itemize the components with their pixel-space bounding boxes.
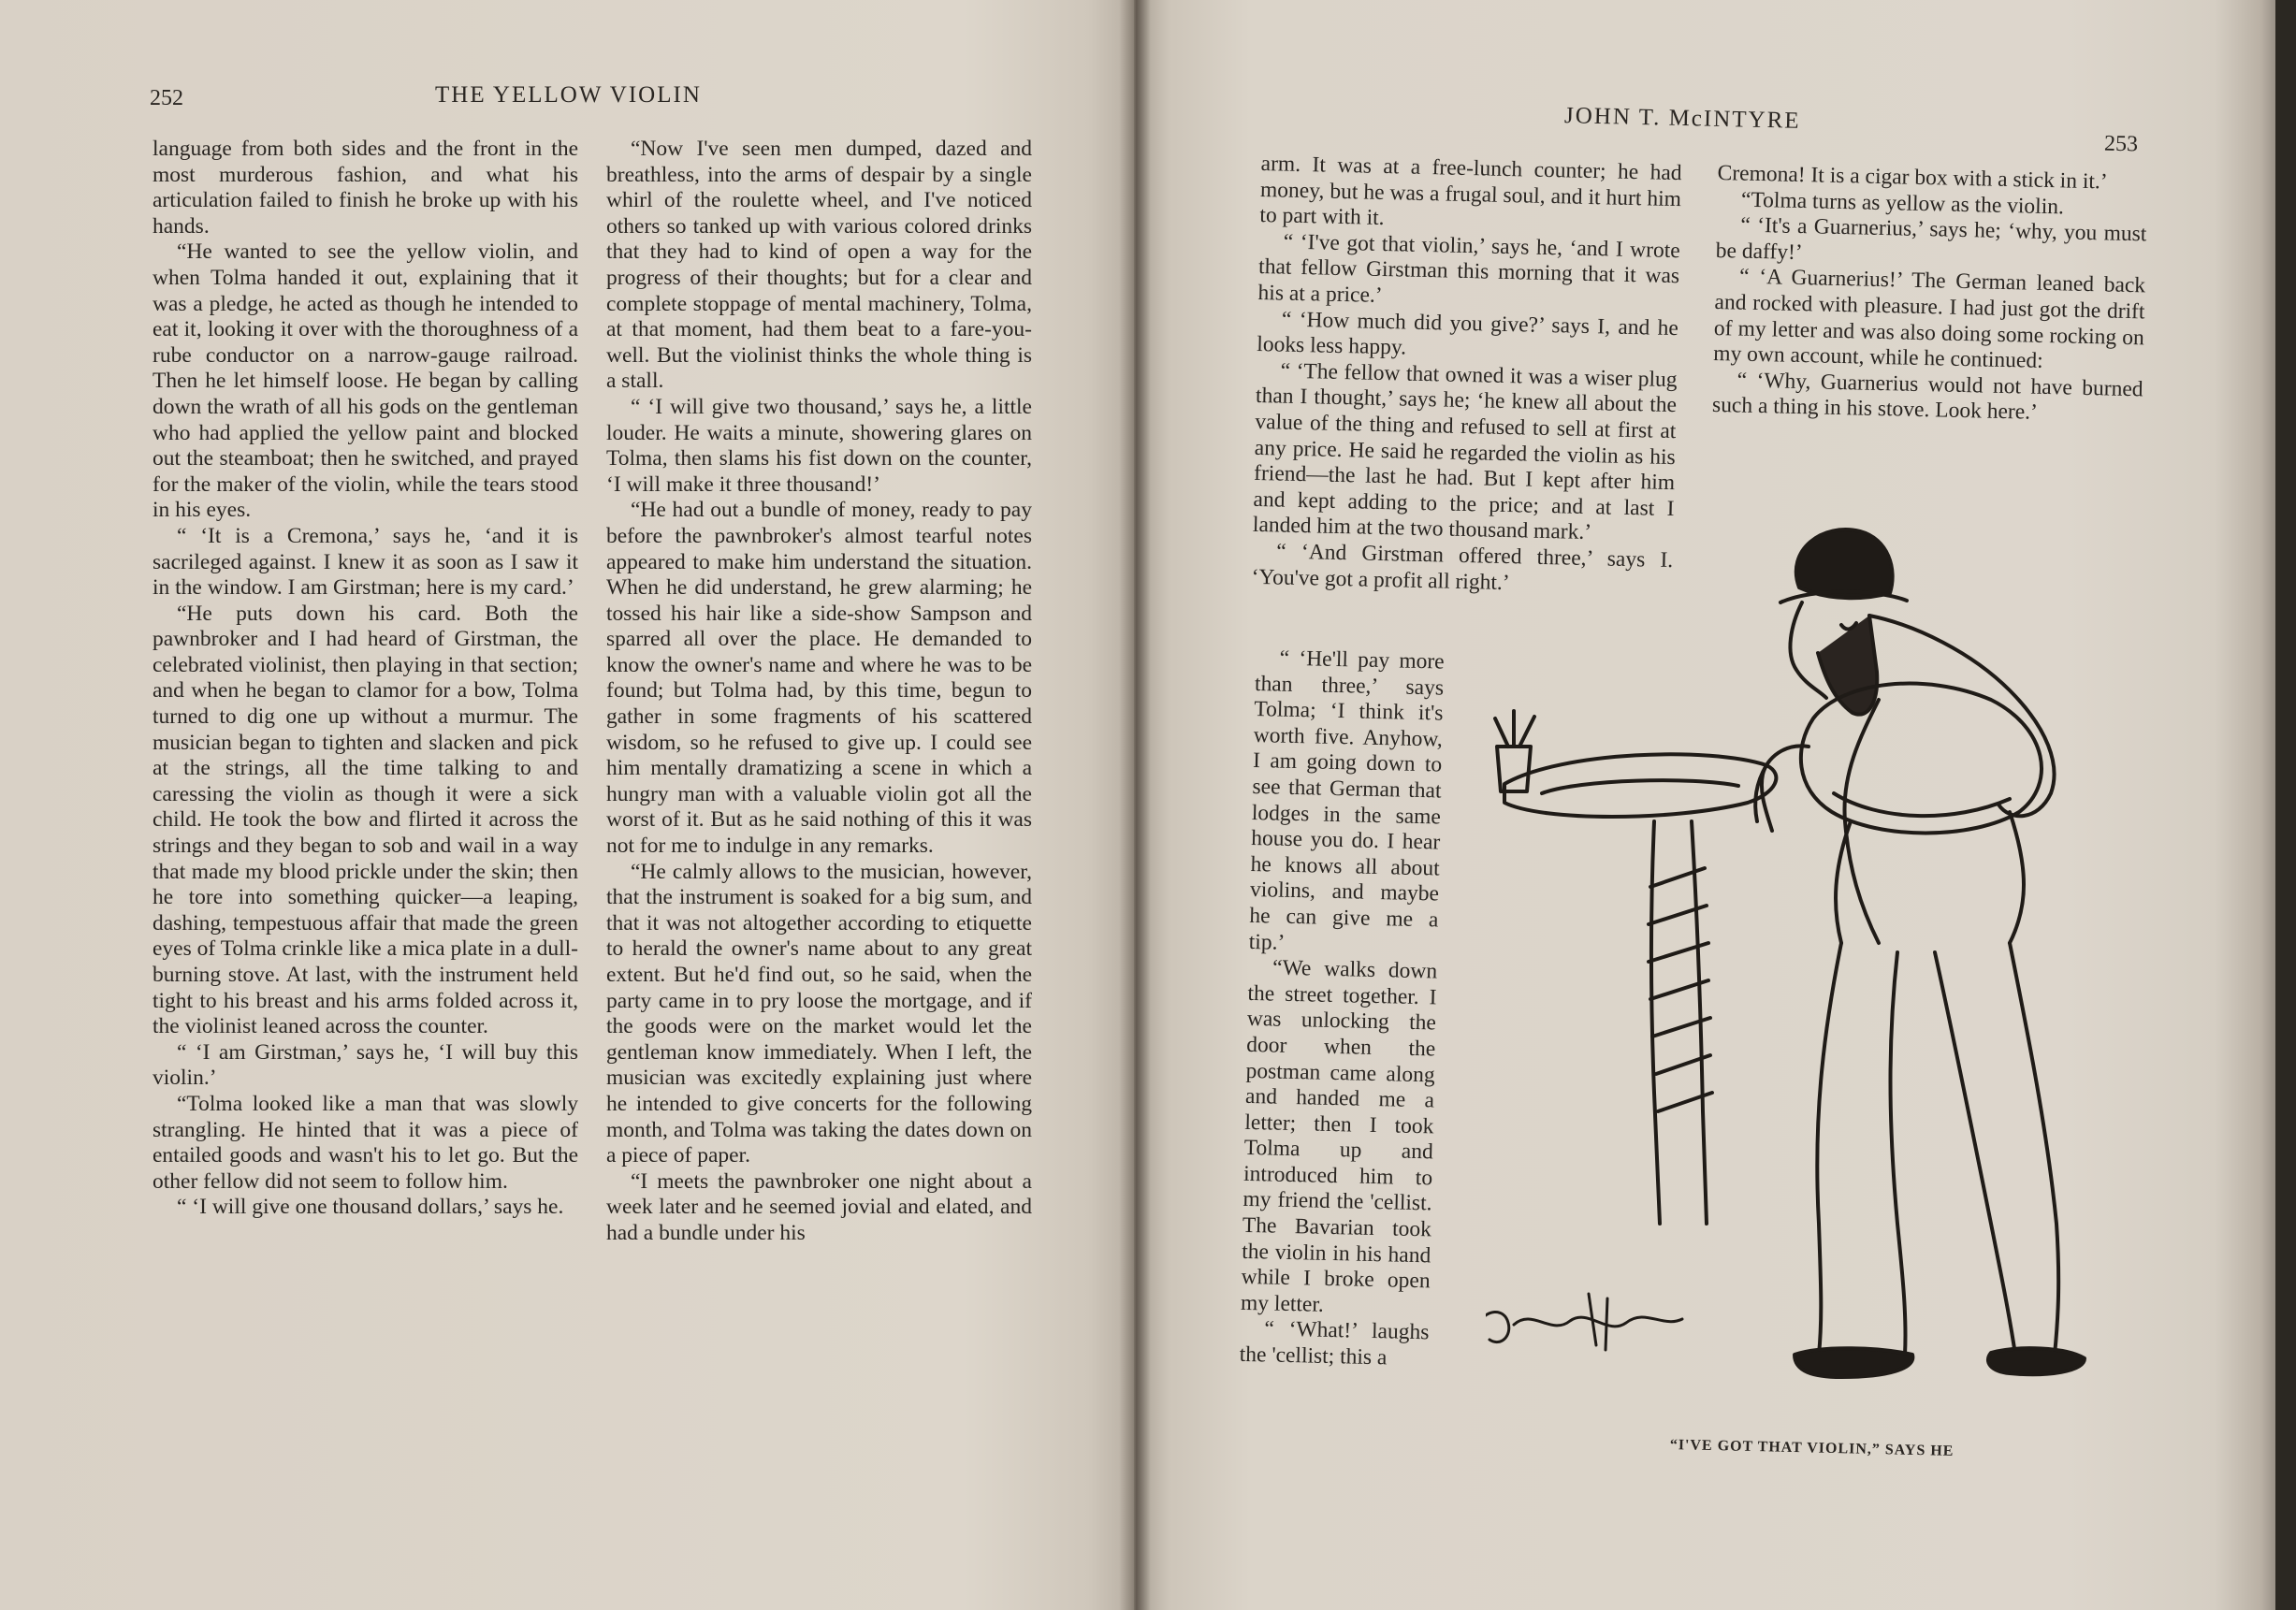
- paragraph: Cremona! It is a cigar box with a stick in it.’: [1717, 161, 2108, 195]
- right-running-head: JOHN T. McINTYRE: [1563, 103, 1801, 134]
- paragraph: “ ‘How much did you give?’ says I, and he looks less happy.: [1257, 307, 1679, 360]
- illustration-man-with-violin: [1486, 513, 2092, 1429]
- paragraph: “He had out a bundle of money, ready to pay before the pawnbroker's almost tearful notes appeared to make him understand the situation. When he did understand, he grew alarming; he tossed his hair like a side-show Sampson and sparred all over the place. He demanded to know the owner's name and where he was to be found; but Tolma had, by this time, begun to gather in some fragments of his scattered wisdom, so he refused to give up. I could see him mentally dramatizing a scene in which a hungry man with a valuable violin got all the worst of it. But as he said nothing of this it was not for me to indulge in any remarks.: [606, 498, 1032, 859]
- right-column-2: [1712, 161, 2148, 428]
- paragraph: “ ‘What!’ laughs the 'cellist; this a: [1239, 1316, 1430, 1371]
- paragraph: “ ‘It is a Cremona,’ says he, ‘and it is sacrileged against. I knew it as soon as I saw it in the window. I am Girstman; here is my card.’: [153, 523, 578, 601]
- paragraph: “ ‘Why, Guarnerius would not have burned such a thing in his stove. Look here.’: [1711, 368, 2143, 426]
- paragraph: “ ‘I've got that violin,’ says he, ‘and I wrote that fellow Girstman this morning that it was his at a price.’: [1257, 229, 1681, 308]
- paragraph: “ ‘And Girstman offered three,’ says I. ‘You've got a profit all right.’: [1251, 539, 1674, 595]
- paragraph: “ ‘I will give two thousand,’ says he, a little louder. He waits a minute, showering glares on Tolma, then slams his fist down on the counter, ‘I will make it three thousand!’: [606, 394, 1032, 497]
- paragraph: “Tolma looked like a man that was slowly strangling. He hinted that it was a piece of entailed goods and wasn't his to let go. But the other fellow did not seem to follow him.: [153, 1091, 578, 1194]
- left-column-1: [153, 137, 578, 1221]
- paragraph: “I meets the pawnbroker one night about a week later and he seemed jovial and elated, and had a bundle under his: [606, 1168, 1032, 1245]
- paragraph: “Tolma turns as yellow as the violin.: [1740, 187, 2065, 219]
- paragraph: “ ‘I will give one thousand dollars,’ says he.: [177, 1195, 564, 1220]
- left-column-2: [606, 137, 1032, 1247]
- book-edge: [2275, 0, 2296, 1610]
- paragraph: “He wanted to see the yellow violin, and when Tolma handed it out, explaining that it was a pledge, he acted as though he intended to eat it, looking it over with the thoroughness of a rube conductor on a narrow-gauge railroad. Then he let himself loose. He began by calling down the wrath of all his gods on the gentleman who had applied the yellow paint and blocked out the steamboat; then he switched, and prayed for the maker of the violin, while the tears stood in his eyes.: [153, 239, 578, 523]
- left-page-number: 252: [150, 86, 183, 110]
- right-page-number: 253: [2103, 131, 2139, 157]
- paragraph: “ ‘The fellow that owned it was a wiser plug than I thought,’ says he; ‘he knew all about the value of the thing and refused to sell at first at any price. He said he regarded the violin as his friend—the last he had. But I kept after him and kept adding to the price; and at last I landed him at the two thousand mark.’: [1252, 358, 1678, 545]
- paragraph: “ ‘He'll pay more than three,’ says Tolma; ‘I think it's worth five. Anyhow, I am going down to see that German that lodges in the same house you do. I hear he knows all about violins, and maybe he can give me a tip.’: [1248, 645, 1445, 955]
- paragraph: “Now I've seen men dumped, dazed and breathless, into the arms of despair by a single whirl of the roulette wheel, and I've noticed others so tanked up with various colored drinks that they had to kind of open a way for the progress of their thoughts; but for a clear and complete stoppage of mental machinery, Tolma, at that moment, had them beat to a fare-you-well. But the violinist thinks the whole thing is a stall.: [606, 137, 1032, 394]
- right-column-1-narrow: [1239, 645, 1444, 1372]
- book-gutter: [1119, 0, 1151, 1610]
- paragraph: language from both sides and the front in the most murderous fashion, and what his articulation failed to finish he broke up with his hands.: [153, 137, 578, 239]
- paragraph: “ ‘A Guarnerius!’ The German leaned back and rocked with pleasure. I had just got the drift of my letter and was also doing some rocking on my own account, while he continued:: [1713, 264, 2146, 374]
- left-running-head: THE YELLOW VIOLIN: [435, 82, 702, 108]
- paragraph: “He puts down his card. Both the pawnbroker and I had heard of Girstman, the celebrated violinist, then playing in that section; and when he began to clamor for a bow, Tolma turned to dig one up without a murmur. The musician began to tighten and slacken and pick at the strings, all the time talking to and caressing the violin as though it were a sick child. He took the bow and flirted it across the strings and they began to sob and wail in a way that made my blood prickle under the skin; then he tore into something quicker—a leaping, dashing, tempestuous affair that made the green eyes of Tolma crinkle like a mica plate in a dull-burning stove. At last, with the instrument held tight to his breast and his arms folded across it, the violinist leaned across the counter.: [153, 601, 578, 1039]
- paragraph: “We walks down the street together. I was unlocking the door when the postman came along and handed me a letter; then I took Tolma up and introduced him to my friend the 'cellist. The Bavarian took the violin in his hand while I broke open my letter.: [1240, 955, 1438, 1317]
- illustration-caption: “I'VE GOT THAT VIOLIN,” SAYS HE: [1669, 1437, 1955, 1459]
- paragraph: arm. It was at a free-lunch counter; he had money, but he was a frugal soul, and it hurt him to part with it.: [1259, 152, 1682, 231]
- paragraph: “ ‘I am Girstman,’ says he, ‘I will buy this violin.’: [153, 1039, 578, 1091]
- paragraph: “He calmly allows to the musician, however, that the instrument is soaked for a big sum, and that it was not altogether according to etiquette to herald the owner's name about to any great extent. But he'd find out, so he said, when the party came in to pry loose the mortgage, and if the goods were on the market would let the gentleman know immediately. When I left, the musician was excitedly explaining just where he intended to give concerts for the following month, and Tolma was taking the dates down on a piece of paper.: [606, 859, 1032, 1168]
- paragraph: “ ‘It's a Guarnerius,’ says he; ‘why, you must be daffy!’: [1715, 212, 2147, 265]
- left-page: [0, 0, 1134, 1610]
